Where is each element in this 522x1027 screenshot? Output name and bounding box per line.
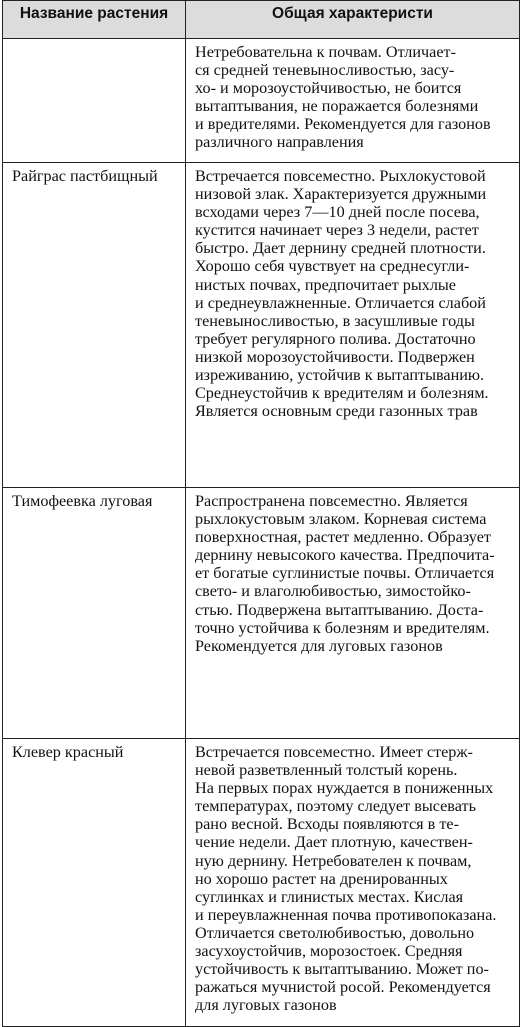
description-line: и вредителями. Рекомендуется для газонов [195,115,491,134]
description-line: рано весной. Всходы появляются в те- [195,815,459,834]
table-header-row [3,1,520,39]
description-line: устойчивость к вытаптыванию. Может по- [195,960,489,979]
description-line: свето- и влаголюбивостью, зимостойко- [195,582,471,601]
description-line: хо- и морозоустойчивостью, не боится [195,79,462,98]
description-line: Встречается повсеместно. Рыхлокустовой [195,167,486,185]
table-row [3,39,520,163]
description-line: стью. Подвержена вытаптыванию. Доста- [195,600,484,619]
description-line: всходами через 7—10 дней после посева, [195,203,480,222]
description-line: Встречается повсеместно. Имеет стерж- [195,743,473,761]
description-line: Рекомендуется для луговых газонов [195,636,443,655]
description-cell [186,163,520,488]
description-line: температурах, поэтому следует высевать [195,797,476,816]
description-line: дернину невысокого качества. Предпочита- [195,546,495,565]
description-line: рыхлокустовым злаком. Корневая система [195,510,487,529]
description-line: кустится начинает через 3 недели, растет [195,221,479,240]
description-line: Среднеустойчив к вредителям и болезням. [195,384,489,403]
description-line: ет богатые суглинистые почвы. Отличается [195,564,495,583]
description-line: суглинках и глинистых местах. Кислая [195,887,464,906]
description-line: низкой морозоустойчивости. Подвержен [195,347,475,366]
plant-name-cell: Тимофеевка луговая [3,488,186,739]
description-line: ся средней теневыносливостью, засу- [195,61,455,80]
description-cell [186,739,520,1027]
table-row [3,488,520,739]
header-general-characteristics: Общая характеристи [186,1,520,39]
description-cell [186,488,520,739]
description-line: но хорошо растет на дренированных [195,869,448,888]
description-cell [186,39,520,163]
description-line: точно устойчива к болезням и вредителям. [195,618,490,637]
description-line: изреживанию, устойчив к вытаптыванию. [195,366,485,385]
description-line: ную дернину. Нетребователен к почвам, [195,851,472,870]
description-line: и среднеувлажненные. Отличается слабой [195,293,486,312]
description-line: быстро. Дает дернину средней плотности. [195,239,486,258]
plant-name-cell [3,39,186,163]
description-line: Распространена повсеместно. Является [195,492,468,510]
description-line: различного направления [195,133,364,152]
description-line: вытаптывания, не поражается болезнями [195,97,479,116]
description-line: поверхностная, растет медленно. Образует [195,528,491,547]
description-line: нистых почвах, предпочитает рыхлые [195,275,456,294]
description-line: Отличается светолюбивостью, довольно [195,923,475,942]
description-line: засухоустойчив, морозостоек. Средняя [195,942,463,961]
description-line: Является основным среди газонных трав [195,402,478,421]
description-line: требует регулярного полива. Достаточно [195,329,476,348]
description-line: теневыносливостью, в засушливые годы [195,311,475,330]
description-line: ражаться мучнистой росой. Рекомендуется [195,978,491,997]
table-row [3,163,520,488]
description-line: чение недели. Дает плотную, качествен- [195,833,473,852]
description-line: для луговых газонов [195,996,337,1015]
plant-characteristics-table [2,0,520,1027]
description-line: Хорошо себя чувствует на среднесугли- [195,257,470,276]
description-line: и переувлажненная почва противопоказана. [195,905,497,924]
plant-name-cell: Райграс пастбищный [3,163,186,488]
plant-name-cell: Клевер красный [3,739,186,1027]
header-plant-name: Название растения [3,1,186,39]
description-line: Нетребовательна к почвам. Отличает- [195,43,456,61]
description-line: низовой злак. Характеризуется дружными [195,185,487,204]
table-row [3,739,520,1027]
description-line: На первых порах нуждается в пониженных [195,779,494,798]
description-line: невой разветвленный толстый корень. [195,761,458,780]
